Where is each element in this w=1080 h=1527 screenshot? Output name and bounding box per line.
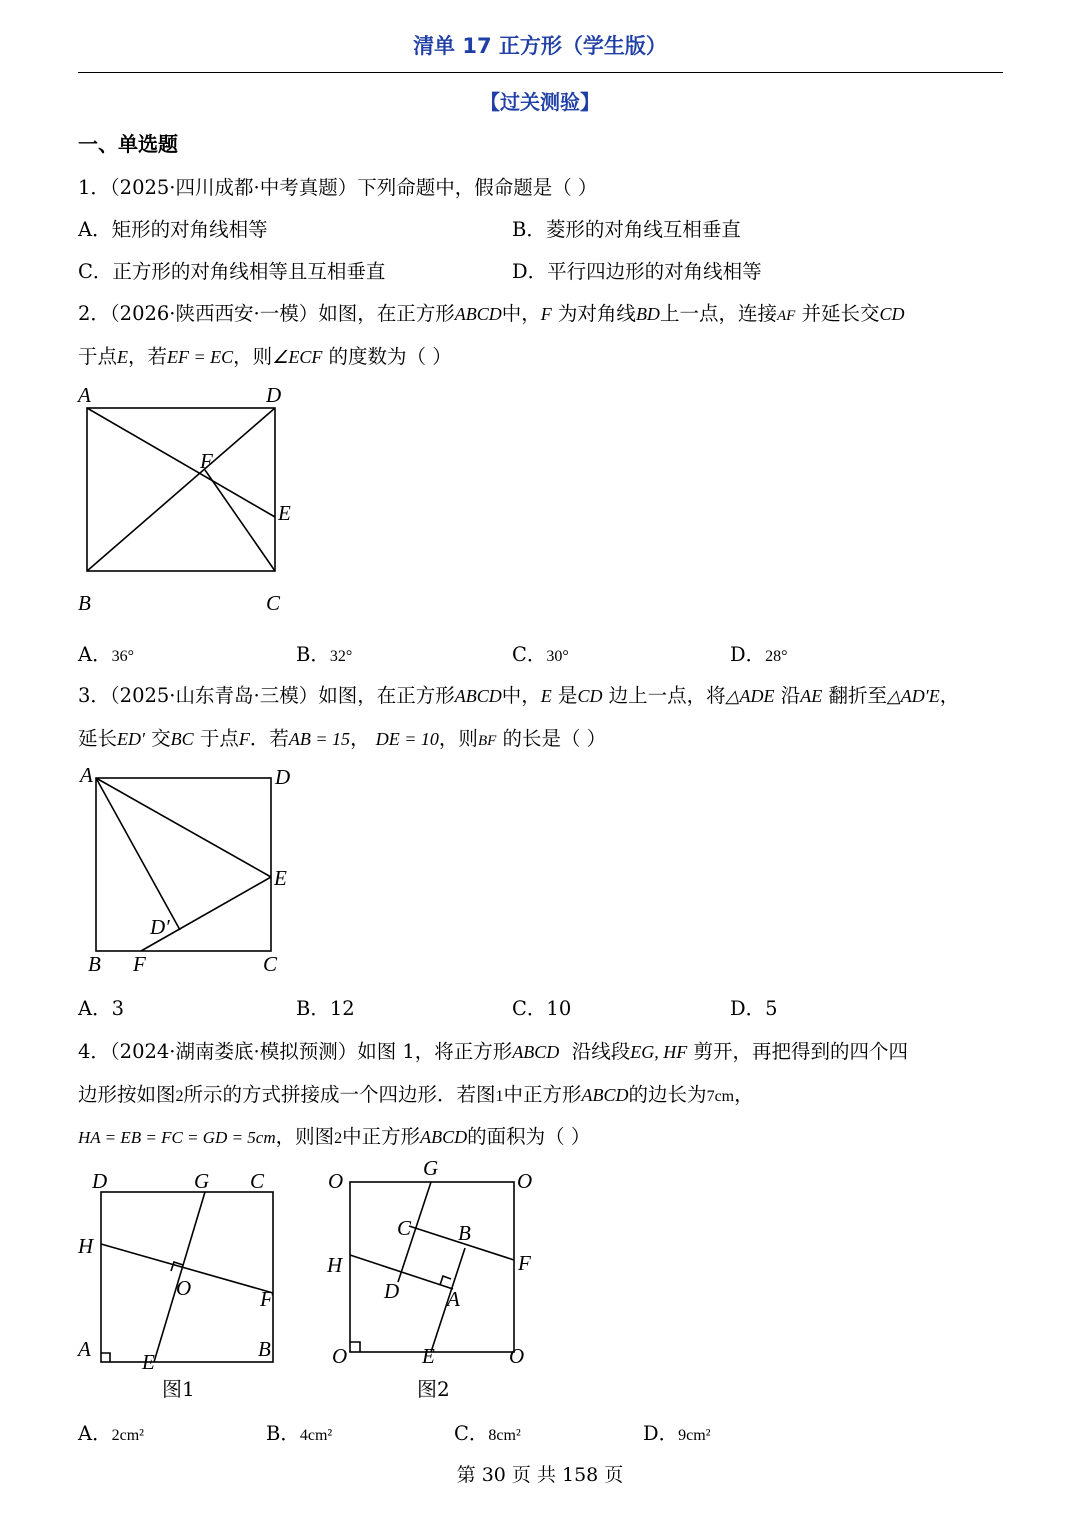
option-text: 5 [765, 997, 778, 1020]
label-d-prime: D′ [150, 915, 170, 939]
math-term: ∠ECF [272, 347, 323, 367]
option-c[interactable] [78, 256, 385, 284]
question-text: ，则 [233, 345, 273, 368]
label-a: A [78, 1337, 91, 1361]
line-fe [141, 877, 271, 951]
math-term: ABCD [512, 1042, 560, 1062]
math-term: ABCD [454, 686, 502, 706]
option-text: 28° [765, 648, 788, 665]
figure-caption: 图2 [417, 1377, 450, 1401]
option-letter: A． [78, 643, 112, 666]
line-h-a [350, 1255, 453, 1289]
question-text: 上一点，连接 [659, 302, 777, 325]
right-angle-o [350, 1342, 360, 1352]
option-b[interactable] [266, 1418, 332, 1446]
question-text: （2024·湖南娄底·模拟预测）如图 1，将正方形 [109, 1040, 513, 1063]
math-term: △ADE [725, 686, 775, 706]
question-text: 的长是（ ） [502, 727, 607, 750]
option-letter: C． [512, 643, 547, 666]
math-term: BF [477, 733, 497, 749]
option-letter: B． [266, 1422, 300, 1445]
math-term: EG, HF [630, 1042, 688, 1062]
question-text: 沿线段 [571, 1040, 631, 1063]
math-term: BD [635, 304, 660, 324]
option-letter: A． [78, 218, 112, 241]
label-c: C [263, 952, 278, 976]
line-ad-prime [96, 778, 180, 930]
question-text: 的度数为（ ） [328, 345, 452, 368]
label-o: O [328, 1169, 344, 1193]
question-text: （2025·四川成都·中考真题）下列命题中，假命题是（ ） [109, 176, 598, 199]
question-text: 交 [151, 727, 171, 750]
label-f: F [133, 952, 146, 976]
label-o: O [176, 1276, 192, 1300]
option-text: 矩形的对角线相等 [111, 218, 268, 241]
question-text: 并延长交 [801, 302, 880, 325]
question-text: 延长 [78, 727, 118, 750]
option-letter: D． [730, 643, 766, 666]
label-a: A [78, 383, 91, 407]
right-angle-a [101, 1353, 110, 1362]
option-d[interactable] [512, 256, 762, 284]
label-c: C [397, 1216, 412, 1240]
question-3-line-2 [78, 723, 606, 751]
option-b[interactable] [512, 214, 741, 242]
question-text: 于点 [78, 345, 118, 368]
label-a: A [447, 1287, 460, 1311]
option-text: 12 [329, 997, 355, 1020]
label-f: F [260, 1287, 273, 1311]
math-term: HA = EB = FC = GD = 5cm [78, 1128, 276, 1147]
question-1 [78, 172, 597, 200]
figure-q4-1 [70, 1158, 310, 1408]
question-4-line-3 [78, 1121, 590, 1149]
math-term: CD [879, 304, 905, 324]
math-term: CD [577, 686, 603, 706]
option-letter: C． [78, 260, 113, 283]
question-number: 4． [78, 1040, 110, 1063]
right-angle-a [440, 1276, 451, 1285]
question-text: 于点 [199, 727, 239, 750]
option-a[interactable] [78, 993, 124, 1021]
math-term: △AD′E [886, 686, 940, 706]
label-g: G [194, 1169, 210, 1193]
page-number: 第 30 页 共 158 页 [456, 1464, 624, 1486]
question-text: 的边长为 [628, 1083, 707, 1106]
option-b[interactable] [296, 639, 352, 667]
option-text: 菱形的对角线互相垂直 [545, 218, 741, 241]
label-g: G [423, 1158, 439, 1180]
option-text: 2cm² [111, 1427, 144, 1444]
option-letter: D． [512, 260, 548, 283]
label-d: D [266, 383, 282, 407]
option-text: 30° [546, 648, 569, 665]
math-term: 7cm [706, 1088, 735, 1105]
question-text: 为对角线 [557, 302, 636, 325]
question-text: 中正方形 [342, 1125, 421, 1148]
label-c: C [266, 591, 281, 615]
option-letter: B． [512, 218, 546, 241]
question-number: 1． [78, 176, 110, 199]
question-text: 中正方形 [503, 1083, 582, 1106]
question-text: 中， [501, 684, 541, 707]
math-term: ABCD [454, 304, 502, 324]
question-text: 的面积为（ ） [467, 1125, 591, 1148]
question-number: 2． [78, 302, 110, 325]
label-o: O [332, 1344, 348, 1368]
question-text: 中， [501, 302, 541, 325]
square-abcd [96, 778, 271, 951]
option-c[interactable] [454, 1418, 521, 1446]
option-c[interactable] [512, 639, 569, 667]
label-a: A [80, 763, 93, 787]
question-text: （2026·陕西西安·一模）如图，在正方形 [109, 302, 455, 325]
math-term: F [238, 729, 250, 749]
question-text: 是 [557, 684, 578, 707]
label-e: E [142, 1350, 155, 1374]
question-text: ．若 [249, 727, 289, 750]
option-text: 8cm² [488, 1427, 521, 1444]
question-text: ， [939, 684, 960, 707]
header-divider [78, 72, 1003, 73]
label-f: F [200, 449, 213, 473]
math-term: ED′ [117, 729, 145, 749]
question-text: ， [734, 1083, 754, 1106]
math-term: ABCD [581, 1085, 629, 1105]
line-ae [87, 408, 275, 517]
option-c[interactable] [512, 993, 571, 1021]
question-number: 3． [78, 684, 110, 707]
question-text: ，则 [438, 727, 478, 750]
math-term: E [117, 347, 129, 367]
line-fc [205, 470, 275, 571]
label-b: B [258, 1337, 271, 1361]
math-term: AE [800, 686, 823, 706]
math-term: AF [776, 308, 796, 324]
label-b: B [88, 952, 101, 976]
math-term: BC [170, 729, 194, 749]
option-d[interactable] [730, 993, 778, 1021]
line-ae [96, 778, 271, 877]
option-letter: C． [454, 1422, 489, 1445]
option-letter: D． [643, 1422, 679, 1445]
option-a[interactable] [78, 1418, 144, 1446]
question-text: 边形按如图 [78, 1083, 176, 1106]
outer-square [350, 1182, 514, 1352]
option-text: 32° [329, 648, 353, 665]
math-term: 1 [495, 1088, 504, 1105]
question-text: 沿 [780, 684, 801, 707]
math-term: ABCD [420, 1127, 468, 1147]
label-c: C [250, 1169, 265, 1193]
figure-q4-2 [320, 1158, 560, 1408]
option-letter: B． [296, 643, 330, 666]
figure-q3 [70, 762, 310, 982]
question-text: ，若 [128, 345, 168, 368]
question-3 [78, 680, 959, 708]
question-text: （2025·山东青岛·三模）如图，在正方形 [109, 684, 455, 707]
option-letter: B． [296, 997, 330, 1020]
option-letter: A． [78, 997, 112, 1020]
math-term: EF = EC [167, 347, 234, 367]
option-text: 正方形的对角线相等且互相垂直 [112, 260, 386, 283]
option-a[interactable] [78, 214, 268, 242]
math-term: E [540, 686, 552, 706]
option-text: 平行四边形的对角线相等 [547, 260, 762, 283]
option-letter: C． [512, 997, 547, 1020]
label-b: B [458, 1221, 471, 1245]
math-term: 2 [175, 1088, 184, 1105]
label-e: E [274, 866, 287, 890]
math-term: DE = 10 [375, 729, 439, 749]
math-term: F [540, 304, 552, 324]
math-term: 2 [334, 1130, 343, 1147]
figure-caption: 图1 [162, 1377, 195, 1401]
label-o: O [517, 1169, 533, 1193]
label-f: F [518, 1251, 531, 1275]
option-text: 9cm² [678, 1427, 711, 1444]
question-2-line-2 [78, 341, 452, 369]
option-text: 4cm² [299, 1427, 333, 1444]
label-e: E [278, 501, 291, 525]
option-text: 36° [111, 648, 134, 665]
option-letter: D． [730, 997, 766, 1020]
section-title: 【过关测验】 [480, 90, 600, 114]
label-o: O [509, 1344, 525, 1368]
label-b: B [78, 591, 91, 615]
question-text: 边上一点，将 [608, 684, 726, 707]
figure-q2 [70, 382, 310, 622]
question-4-line-2 [78, 1079, 754, 1107]
option-d[interactable] [730, 639, 788, 667]
question-text: 翻折至 [828, 684, 887, 707]
page-title: 清单 17 正方形（学生版） [413, 34, 667, 58]
option-text: 10 [546, 997, 572, 1020]
option-letter: A． [78, 1422, 112, 1445]
question-2 [78, 298, 905, 326]
option-b[interactable] [296, 993, 355, 1021]
option-d[interactable] [643, 1418, 710, 1446]
label-d: D [384, 1279, 400, 1303]
label-d: D [275, 765, 291, 789]
math-term: AB = 15 [288, 729, 351, 749]
question-text: ， [350, 727, 370, 750]
option-a[interactable] [78, 639, 134, 667]
question-text: 所示的方式拼接成一个四边形．若图 [183, 1083, 496, 1106]
question-text: ，则图 [275, 1125, 335, 1148]
question-type-heading: 一、单选题 [78, 132, 178, 156]
label-e: E [422, 1344, 435, 1368]
option-text: 3 [111, 997, 125, 1020]
label-h: H [78, 1234, 94, 1258]
question-4 [78, 1036, 908, 1064]
question-text: 剪开，再把得到的四个四 [693, 1040, 908, 1063]
diagonal-bd [87, 408, 275, 571]
label-h: H [327, 1253, 343, 1277]
label-d: D [92, 1169, 108, 1193]
